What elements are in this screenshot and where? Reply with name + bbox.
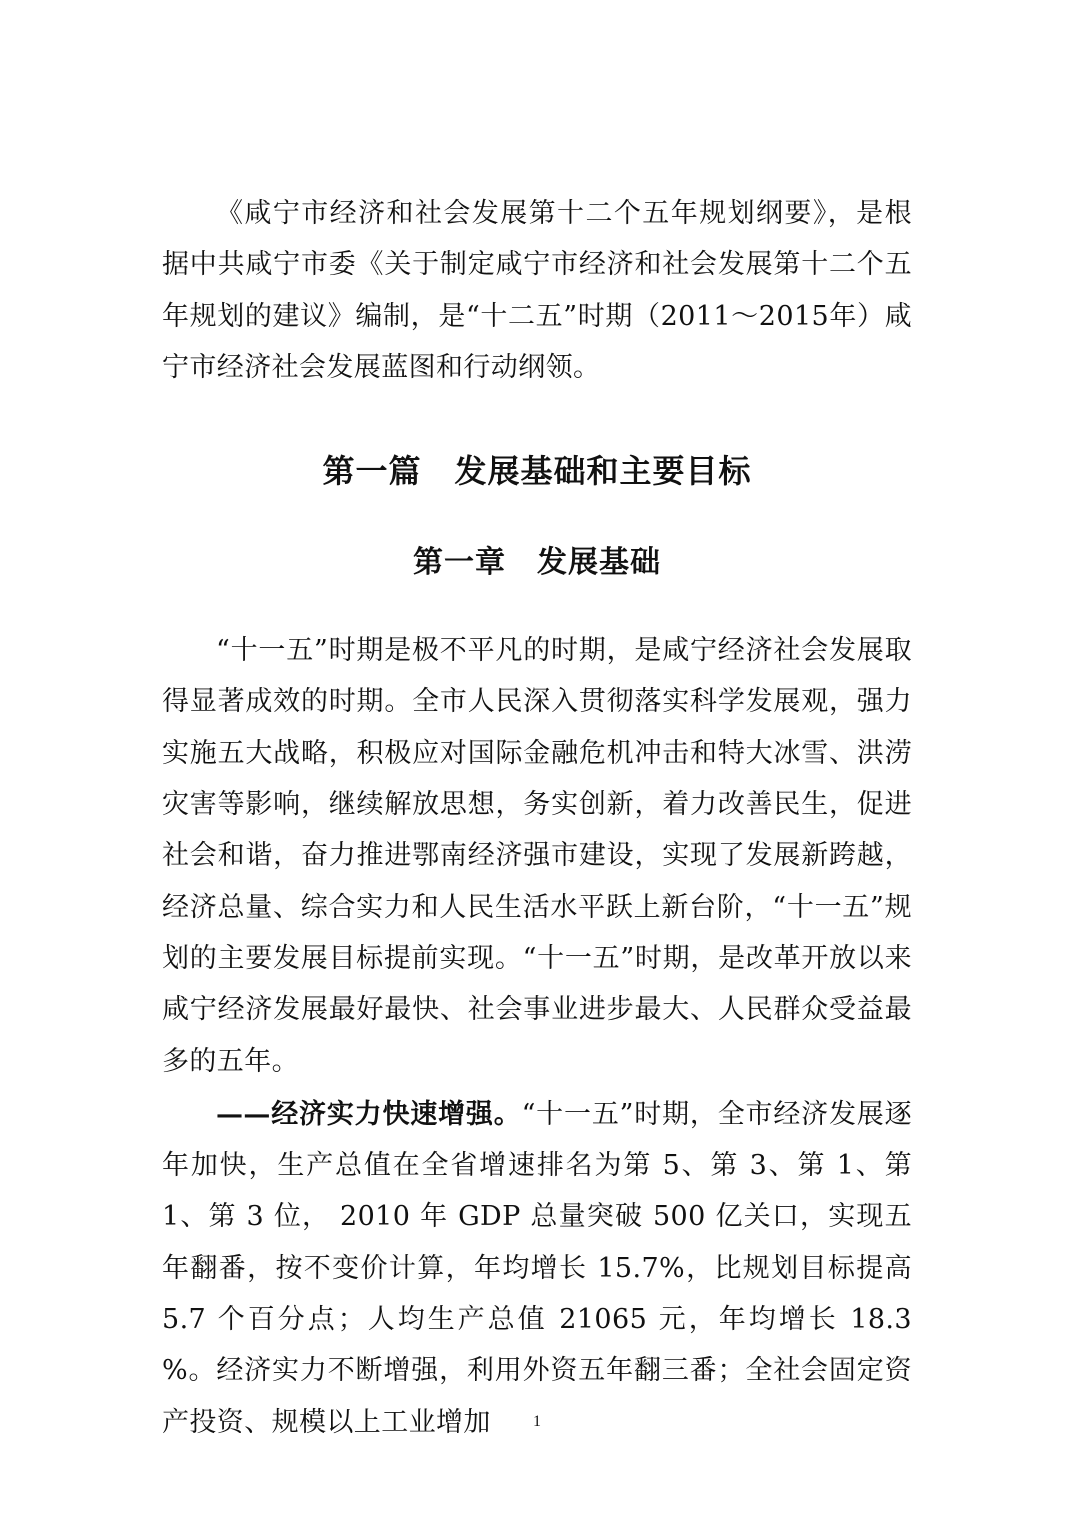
page-number: 1 (533, 1413, 541, 1430)
chapter-heading: 第一章 发展基础 (413, 545, 661, 581)
economy-text: “十一五”时期，全市经济发展逐年加快，生产总值在全省增速排名为第 5、第 3、第 1、第 1、第 3 位， 2010 年 GDP 总量突破 500 亿关口，实现五年翻番，按不变价计算，年均增长 15.7%，比规划目标提高 5.7 个百分点；人均生产总值 21065 元，年均增长 18.3 %。经济实力不断增强，利用外资五年翻三番；全社会固定资产投资、规模以上工业增加 (162, 1098, 912, 1438)
part-heading: 第一篇 发展基础和主要目标 (322, 452, 752, 491)
economy-lead: ——经济实力快速增强。 (216, 1098, 522, 1130)
economy-paragraph (162, 1089, 912, 1448)
intro-paragraph: 《咸宁市经济和社会发展第十二个五年规划纲要》，是根据中共咸宁市委《关于制定咸宁市经济和社会发展第十二个五年规划的建议》编制，是“十二五”时期（2011～2015年）咸宁市经济社会发展蓝图和行动纲领。 (162, 198, 912, 383)
chapter-paragraph: “十一五”时期是极不平凡的时期，是咸宁经济社会发展取得显著成效的时期。全市人民深入贯彻落实科学发展观，强力实施五大战略，积极应对国际金融危机冲击和特大冰雪、洪涝灾害等影响，继续解放思想，务实创新，着力改善民生，促进社会和谐，奋力推进鄂南经济强市建设，实现了发展新跨越，经济总量、综合实力和人民生活水平跃上新台阶，“十一五”规划的主要发展目标提前实现。“十一五”时期，是改革开放以来咸宁经济发展最好最快、社会事业进步最大、人民群众受益最多的五年。 (162, 635, 912, 1077)
page-content (162, 188, 912, 1448)
